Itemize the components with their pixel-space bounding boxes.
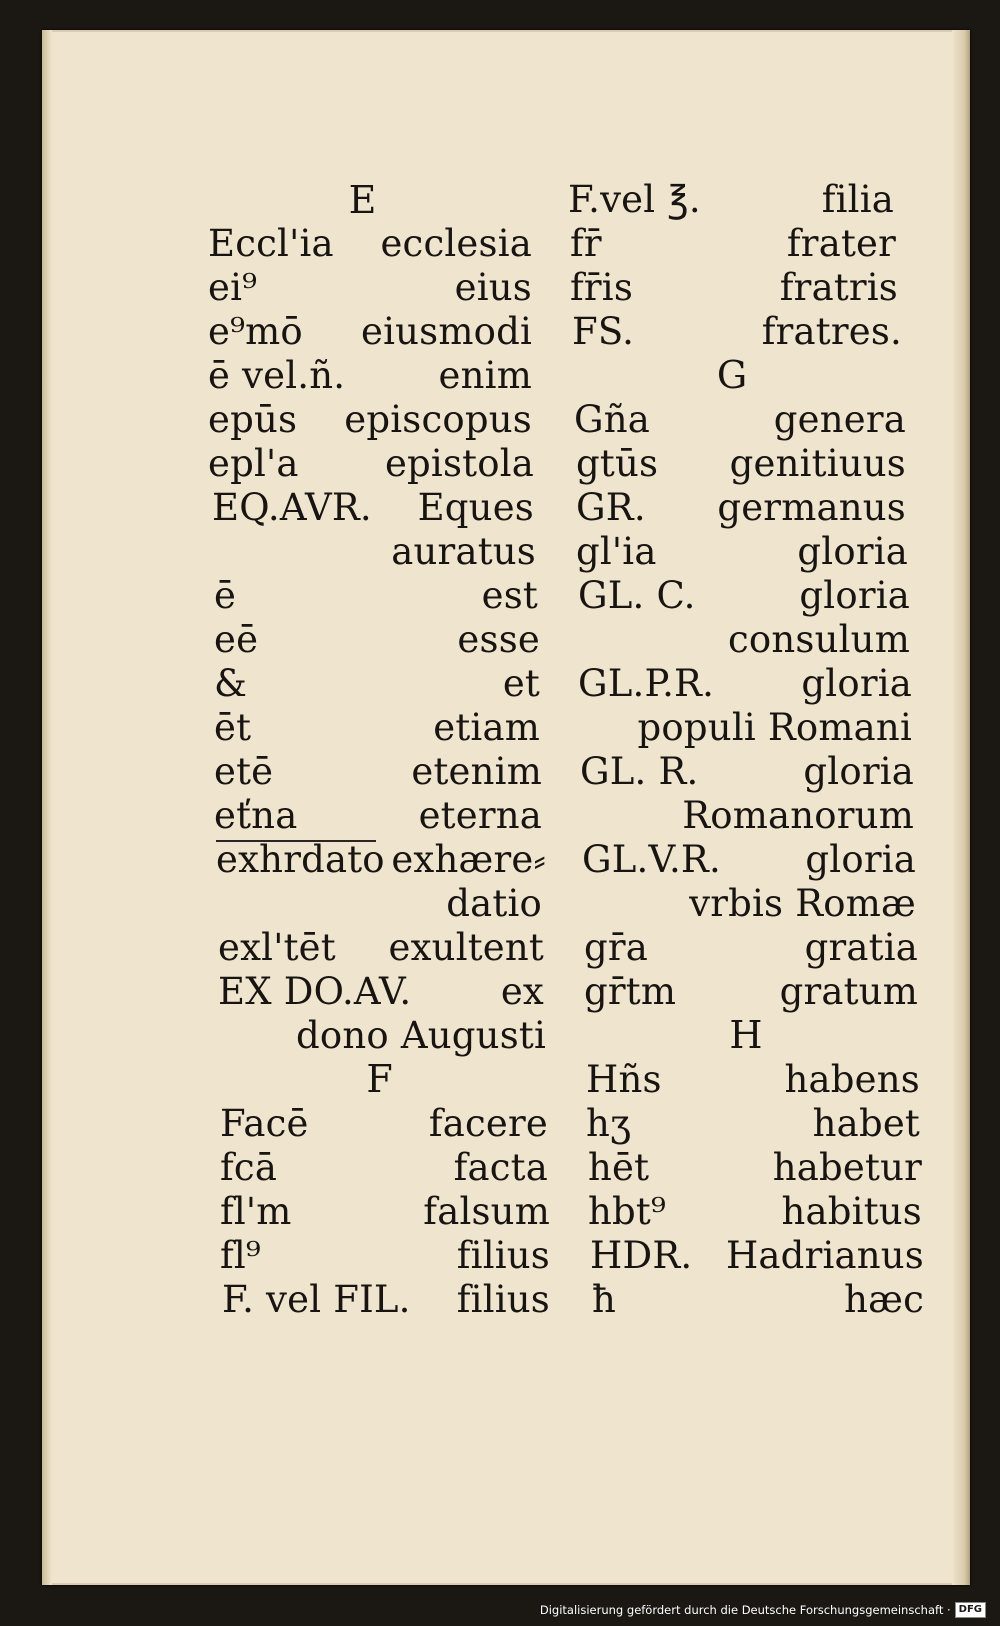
- entry-abbreviation: eē: [214, 618, 259, 661]
- entry-expansion: ecclesia: [380, 222, 532, 265]
- digitization-credit: [540, 1602, 986, 1618]
- entry-expansion: est: [481, 574, 538, 617]
- entry-row: [220, 1145, 548, 1190]
- entry-expansion: habet: [812, 1102, 920, 1145]
- entry-abbreviation: GL. C.: [578, 574, 696, 617]
- entry-row: [576, 485, 906, 530]
- entry-expansion: etiam: [433, 706, 540, 749]
- entry-expansion: consulum: [728, 618, 910, 661]
- entry-expansion: habetur: [772, 1146, 922, 1189]
- entry-abbreviation: EX DO.AV.: [218, 970, 412, 1013]
- entry-row: [588, 1189, 922, 1234]
- entry-row: [586, 1101, 920, 1146]
- entry-abbreviation: FS.: [572, 310, 635, 353]
- entry-row: [208, 397, 532, 442]
- entry-abbreviation: eťna: [214, 794, 298, 837]
- section-heading-e: E: [348, 178, 377, 222]
- entry-expansion: frater: [786, 222, 896, 265]
- entry-abbreviation: exhrdato: [216, 838, 385, 881]
- entry-abbreviation: exl'tēt: [218, 926, 336, 969]
- entry-row: [208, 221, 532, 266]
- entry-abbreviation: HDR.: [590, 1234, 693, 1277]
- entry-expansion: vrbis Romæ: [689, 882, 916, 925]
- entry-abbreviation: fr̄is: [570, 266, 634, 309]
- entry-row: [214, 617, 540, 662]
- entry-expansion: eiusmodi: [360, 310, 532, 353]
- entry-expansion: gloria: [797, 530, 908, 573]
- entry-row: [584, 925, 918, 970]
- entry-expansion: gratia: [804, 926, 918, 969]
- entry-expansion: gloria: [805, 838, 916, 881]
- entry-row: [214, 793, 542, 838]
- entry-expansion: populi Romani: [637, 706, 912, 749]
- entry-abbreviation: &: [214, 662, 248, 705]
- entry-row: [590, 1233, 924, 1278]
- entry-expansion: habitus: [781, 1190, 922, 1233]
- entry-row: [578, 573, 910, 618]
- entry-row: [222, 1277, 550, 1322]
- entry-row: [570, 221, 896, 266]
- entry-row: [584, 969, 918, 1014]
- entry-abbreviation: gr̄tm: [584, 970, 677, 1013]
- entry-row: [580, 793, 914, 838]
- entry-row: [216, 837, 546, 882]
- entry-expansion: eius: [454, 266, 532, 309]
- entry-row: [218, 969, 544, 1014]
- entry-expansion: germanus: [717, 486, 906, 529]
- entry-abbreviation: Eccl'ia: [208, 222, 334, 265]
- entry-abbreviation: GL.P.R.: [578, 662, 715, 705]
- entry-abbreviation: fl⁹: [220, 1234, 261, 1277]
- entry-row: [214, 573, 538, 618]
- entry-row: [576, 441, 906, 486]
- entry-row: [220, 1189, 550, 1234]
- entry-expansion: hæc: [844, 1278, 924, 1321]
- entry-abbreviation: fcā: [220, 1146, 278, 1189]
- entry-expansion: Hadrianus: [725, 1234, 924, 1277]
- entry-row: [574, 397, 906, 442]
- entry-abbreviation: e⁹mō: [208, 310, 303, 353]
- entry-row: [214, 705, 540, 750]
- entry-expansion: falsum: [423, 1190, 550, 1233]
- entry-expansion: ex: [500, 970, 544, 1013]
- entry-abbreviation: ē: [214, 574, 237, 617]
- entry-expansion: gloria: [803, 750, 914, 793]
- entry-abbreviation: Gña: [574, 398, 651, 441]
- entry-row: [588, 1145, 922, 1190]
- entry-row: [216, 881, 542, 926]
- entry-row: [578, 661, 912, 706]
- entry-expansion: exultent: [388, 926, 544, 969]
- entry-row: [212, 485, 534, 530]
- entry-expansion: episcopus: [344, 398, 532, 441]
- entry-expansion: eterna: [418, 794, 542, 837]
- dfg-logo-icon: DFG: [955, 1602, 986, 1618]
- entry-row: [214, 749, 542, 794]
- entry-expansion: auratus: [391, 530, 536, 573]
- entry-row: [582, 881, 916, 926]
- entry-expansion: filius: [456, 1278, 550, 1321]
- entry-row: [214, 661, 540, 706]
- entry-expansion: filia: [821, 178, 894, 221]
- entry-row: [572, 309, 902, 354]
- entry-expansion: filius: [456, 1234, 550, 1277]
- entry-row: [580, 749, 914, 794]
- entry-abbreviation: hēt: [588, 1146, 650, 1189]
- entry-abbreviation: etē: [214, 750, 274, 793]
- entry-abbreviation: GR.: [576, 486, 646, 529]
- entry-expansion: Romanorum: [682, 794, 914, 837]
- entry-abbreviation: gl'ia: [576, 530, 657, 573]
- entry-expansion: exhære⸗: [391, 838, 546, 881]
- entry-row: [208, 353, 532, 398]
- entry-row: [208, 441, 534, 486]
- entry-expansion: fratres.: [761, 310, 902, 353]
- entry-row: [220, 1101, 548, 1146]
- entry-row: [208, 309, 532, 354]
- entry-expansion: fratris: [779, 266, 898, 309]
- entry-row: [218, 925, 544, 970]
- entry-row: [568, 177, 894, 222]
- entry-abbreviation: gr̄a: [584, 926, 649, 969]
- entry-abbreviation: epl'a: [208, 442, 299, 485]
- entry-expansion: habens: [784, 1058, 920, 1101]
- entry-row: [208, 265, 532, 310]
- entry-row: [586, 1057, 920, 1102]
- entry-expansion: gratum: [779, 970, 918, 1013]
- entry-abbreviation: gtūs: [576, 442, 659, 485]
- entry-expansion: facta: [453, 1146, 548, 1189]
- entry-row: [220, 1233, 550, 1278]
- entry-expansion: genitiuus: [729, 442, 906, 485]
- entry-expansion: gloria: [799, 574, 910, 617]
- entry-abbreviation: epūs: [208, 398, 298, 441]
- entry-abbreviation: ei⁹: [208, 266, 258, 309]
- entry-abbreviation: hbt⁹: [588, 1190, 667, 1233]
- entry-row: [582, 837, 916, 882]
- entry-row: [212, 529, 536, 574]
- entry-expansion: et: [502, 662, 540, 705]
- entry-expansion: Eques: [417, 486, 534, 529]
- entry-abbreviation: hʒ: [586, 1102, 632, 1145]
- entry-abbreviation: fr̄: [570, 222, 602, 265]
- page-edge-right: [952, 30, 970, 1585]
- entry-abbreviation: ħ: [592, 1278, 617, 1321]
- entry-expansion: datio: [446, 882, 542, 925]
- entry-expansion: epistola: [384, 442, 534, 485]
- credit-text: Digitalisierung gefördert durch die Deutsche Forschungsgemeinschaft ·: [539, 1603, 951, 1617]
- entry-row: [578, 617, 910, 662]
- entry-abbreviation: EQ.AVR.: [212, 486, 372, 529]
- entry-abbreviation: GL. R.: [580, 750, 699, 793]
- page-edge-left: [42, 30, 52, 1585]
- entry-abbreviation: Hñs: [586, 1058, 662, 1101]
- entry-abbreviation: F.vel ℥.: [568, 178, 701, 221]
- entry-abbreviation: ēt: [214, 706, 252, 749]
- entry-expansion: gloria: [801, 662, 912, 705]
- entry-row: [218, 1013, 546, 1058]
- section-heading-f: F: [366, 1057, 393, 1101]
- entry-abbreviation: F. vel FIL.: [222, 1278, 411, 1321]
- entry-expansion: enim: [438, 354, 532, 397]
- entry-expansion: genera: [773, 398, 906, 441]
- entry-abbreviation: Facē: [220, 1102, 309, 1145]
- entry-expansion: etenim: [411, 750, 542, 793]
- entry-expansion: esse: [457, 618, 540, 661]
- entry-expansion: dono Augusti: [296, 1014, 546, 1057]
- entry-row: [592, 1277, 924, 1322]
- entry-expansion: facere: [428, 1102, 548, 1145]
- entry-row: [578, 705, 912, 750]
- entry-row: [576, 529, 908, 574]
- entry-row: [570, 265, 898, 310]
- section-heading-h: H: [729, 1013, 763, 1057]
- entry-abbreviation: fl'm: [220, 1190, 292, 1233]
- section-heading-g: G: [716, 353, 748, 397]
- entry-abbreviation: ē vel.ñ.: [208, 354, 346, 397]
- entry-abbreviation: GL.V.R.: [582, 838, 721, 881]
